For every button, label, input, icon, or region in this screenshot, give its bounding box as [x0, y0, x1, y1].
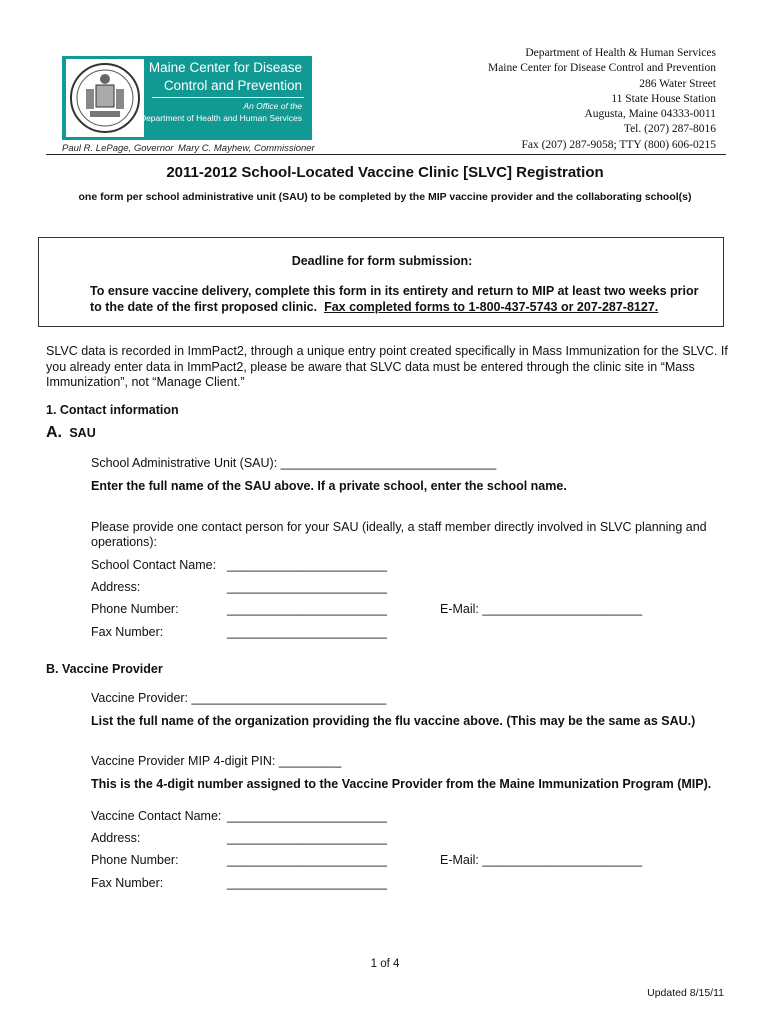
logo-line-3: An Office of the	[243, 101, 302, 111]
vaccine-fax-field[interactable]: _______________________	[227, 876, 387, 890]
sau-field[interactable]: School Administrative Unit (SAU): _______________________________	[91, 456, 497, 470]
vaccine-pin-instruction: This is the 4-digit number assigned to the Vaccine Provider from the Maine Immunization Program (MIP).	[91, 777, 712, 791]
vaccine-phone-label: Phone Number:	[91, 853, 179, 867]
address-line: Fax (207) 287-9058; TTY (800) 606-0215	[521, 138, 716, 151]
section-a-letter: A.	[46, 424, 62, 441]
deadline-box	[38, 237, 724, 327]
logo-line-4: Department of Health and Human Services	[139, 113, 302, 123]
commissioner-name: Mary C. Mayhew, Commissioner	[178, 143, 315, 154]
vaccine-address-field[interactable]: _______________________	[227, 831, 387, 845]
address-line: Maine Center for Disease Control and Prevention	[487, 62, 716, 75]
maine-cdc-logo	[62, 56, 312, 140]
vaccine-contact-name-field[interactable]: _______________________	[227, 809, 387, 823]
sau-instruction: Enter the full name of the SAU above. If a private school, enter the school name.	[91, 479, 567, 493]
logo-line-1: Maine Center for Disease	[148, 60, 302, 75]
school-fax-label: Fax Number:	[91, 625, 164, 639]
vaccine-provider-instruction: List the full name of the organization providing the flu vaccine above. (This may be the same as SAU.)	[91, 714, 696, 728]
fax-numbers: Fax completed forms to 1-800-437-5743 or 207-287-8127.	[324, 299, 659, 314]
school-fax-field[interactable]: _______________________	[227, 625, 387, 639]
vaccine-pin-field[interactable]: Vaccine Provider MIP 4-digit PIN: _________	[91, 754, 342, 768]
intro-paragraph: SLVC data is recorded in ImmPact2, through a unique entry point created specifically in Mass Immunization for the SLVC. If you already enter data in ImmPact2, please be aware that SLVC data must be entered through the clinic site in “Mass Immunization”, not “Manage Client.”	[46, 344, 728, 389]
address-line: 286 Water Street	[639, 77, 716, 90]
school-address-label: Address:	[91, 580, 141, 594]
governor-name: Paul R. LePage, Governor	[62, 143, 174, 154]
vaccine-phone-field[interactable]: _______________________	[227, 853, 387, 867]
school-phone-field[interactable]: _______________________	[227, 602, 387, 616]
page-title: 2011-2012 School-Located Vaccine Clinic [SLVC] Registration	[166, 164, 604, 181]
page-subtitle: one form per school administrative unit (SAU) to be completed by the MIP vaccine provider and the collaborating school(s)	[78, 191, 692, 203]
vaccine-contact-name-label: Vaccine Contact Name:	[91, 809, 222, 823]
section-a-label: SAU	[69, 426, 96, 440]
address-line: Augusta, Maine 04333-0011	[584, 108, 716, 121]
vaccine-fax-label: Fax Number:	[91, 876, 164, 890]
section-a-heading	[46, 424, 96, 442]
school-contact-name-label: School Contact Name:	[91, 558, 217, 572]
school-phone-label: Phone Number:	[91, 602, 179, 616]
updated-date: Updated 8/15/11	[647, 987, 724, 999]
vaccine-address-label: Address:	[91, 831, 141, 845]
deadline-heading: Deadline for form submission:	[291, 254, 473, 268]
vaccine-email-field[interactable]: E-Mail: _______________________	[440, 853, 643, 867]
deadline-instruction: To ensure vaccine delivery, complete this form in its entirety and return to MIP at least two weeks prior to the date of the first proposed clinic.	[90, 284, 699, 314]
address-line: Department of Health & Human Services	[525, 47, 716, 59]
contact-prompt-line1: Please provide one contact person for your SAU (ideally, a staff member directly involved in SLVC planning and	[91, 520, 707, 534]
school-address-field[interactable]: _______________________	[227, 580, 387, 594]
address-line: Tel. (207) 287-8016	[623, 123, 716, 136]
school-email-field[interactable]: E-Mail: _______________________	[440, 602, 643, 616]
contact-prompt-line2: operations):	[91, 535, 158, 549]
header-divider	[46, 154, 726, 155]
section-b-heading: B. Vaccine Provider	[46, 662, 163, 676]
address-line: 11 State House Station	[611, 92, 716, 105]
deadline-text	[90, 284, 710, 315]
logo-divider	[152, 97, 304, 98]
logo-line-2: Control and Prevention	[163, 78, 302, 93]
agency-address	[488, 46, 716, 153]
section-contact-heading: 1. Contact information	[46, 403, 179, 417]
vaccine-provider-field[interactable]: Vaccine Provider: ____________________________	[91, 691, 387, 705]
page-number: 1 of 4	[370, 958, 400, 970]
school-contact-name-field[interactable]: _______________________	[227, 558, 387, 572]
state-seal-icon	[66, 59, 144, 137]
